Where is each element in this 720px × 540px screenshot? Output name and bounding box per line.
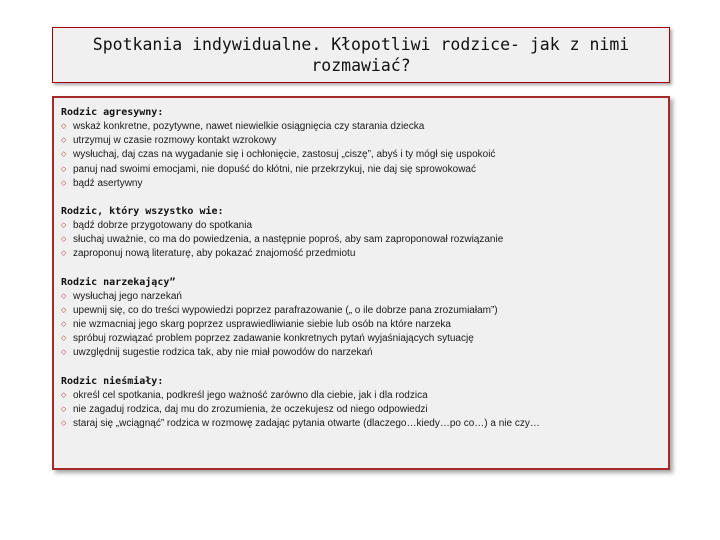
list-item	[61, 177, 668, 191]
section-heading: Rodzic narzekający”	[61, 276, 176, 288]
list-item-text: nie zagaduj rodzica, daj mu do zrozumienia, że oczekujesz od niego odpowiedzi	[73, 403, 428, 415]
section-heading: Rodzic agresywny:	[61, 107, 164, 118]
list-item-text: nie wzmacniaj jego skarg poprzez usprawiedliwianie siebie lub osób na które narzeka	[73, 319, 451, 331]
diamond-outline-icon: ◇	[61, 405, 67, 413]
section	[61, 276, 668, 361]
diamond-outline-icon: ◇	[61, 321, 67, 329]
list-item	[61, 403, 668, 417]
list-item	[61, 163, 668, 177]
diamond-outline-icon: ◇	[61, 292, 67, 300]
title-box	[52, 27, 670, 83]
list-item-text: upewnij się, co do treści wypowiedzi poprzez parafrazowanie („ o ile dobrze pana zrozumiałam”)	[73, 304, 498, 316]
list-item-text: uwzględnij sugestie rodzica tak, aby nie miał powodów do narzekań	[73, 347, 373, 359]
diamond-outline-icon: ◇	[61, 165, 67, 173]
list-item-text: staraj się „wciągnąć” rodzica w rozmowę zadając pytania otwarte (dlaczego…kiedy…po co…) a nie czy…	[73, 418, 540, 430]
diamond-outline-icon: ◇	[61, 391, 67, 399]
list-item-text: wysłuchaj jego narzekań	[73, 290, 182, 302]
list-item	[61, 120, 668, 134]
diamond-outline-icon: ◇	[61, 151, 67, 159]
list-item-text: panuj nad swoimi emocjami, nie dopuść do kłótni, nie przekrzykuj, nie daj się sprowokować	[73, 163, 476, 175]
list-item	[61, 332, 668, 346]
diamond-outline-icon: ◇	[61, 137, 67, 145]
bullet-list	[61, 120, 668, 191]
list-item	[61, 134, 668, 148]
bullet-list	[61, 219, 668, 262]
list-item	[61, 318, 668, 332]
list-item	[61, 148, 668, 162]
diamond-outline-icon: ◇	[61, 236, 67, 244]
bullet-list	[61, 290, 668, 361]
content-box	[52, 96, 670, 470]
section-heading: Rodzic nieśmiały:	[61, 375, 164, 387]
list-item-text: słuchaj uważnie, co ma do powiedzenia, a następnie poproś, aby sam zaproponował rozwiązanie	[73, 234, 504, 246]
list-item-text: wysłuchaj, daj czas na wygadanie się i ochłonięcie, zastosuj „ciszę”, abyś i ty mógł się uspokoić	[73, 149, 496, 161]
list-item	[61, 346, 668, 360]
section-heading: Rodzic, który wszystko wie:	[61, 206, 224, 218]
diamond-outline-icon: ◇	[61, 222, 67, 230]
section	[61, 375, 668, 432]
list-item	[61, 219, 668, 233]
section	[61, 106, 668, 191]
list-item	[61, 247, 668, 261]
diamond-outline-icon: ◇	[61, 179, 67, 187]
list-item	[61, 389, 668, 403]
section	[61, 205, 668, 262]
diamond-outline-icon: ◇	[61, 349, 67, 357]
list-item	[61, 417, 668, 431]
list-item-text: określ cel spotkania, podkreśl jego ważność zarówno dla ciebie, jak i dla rodzica	[73, 389, 428, 401]
slide-title: Spotkania indywidualne. Kłopotliwi rodzice- jak z nimi rozmawiać?	[92, 35, 630, 75]
list-item	[61, 290, 668, 304]
list-item-text: bądź dobrze przygotowany do spotkania	[73, 220, 253, 232]
diamond-outline-icon: ◇	[61, 123, 67, 130]
list-item-text: wskaż konkretne, pozytywne, nawet niewielkie osiągnięcia czy starania dziecka	[73, 121, 425, 132]
list-item-text: zaproponuj nową literaturę, aby pokazać znajomość przedmiotu	[73, 248, 356, 260]
diamond-outline-icon: ◇	[61, 250, 67, 258]
list-item-text: spróbuj rozwiązać problem poprzez zadawanie konkretnych pytań wyjaśniających sytuację	[73, 333, 474, 345]
diamond-outline-icon: ◇	[61, 420, 67, 428]
diamond-outline-icon: ◇	[61, 335, 67, 343]
list-item	[61, 304, 668, 318]
list-item-text: utrzymuj w czasie rozmowy kontakt wzrokowy	[73, 135, 277, 147]
sections-container	[61, 106, 668, 431]
diamond-outline-icon: ◇	[61, 306, 67, 314]
list-item-text: bądź asertywny	[73, 177, 143, 189]
bullet-list	[61, 389, 668, 432]
list-item	[61, 233, 668, 247]
